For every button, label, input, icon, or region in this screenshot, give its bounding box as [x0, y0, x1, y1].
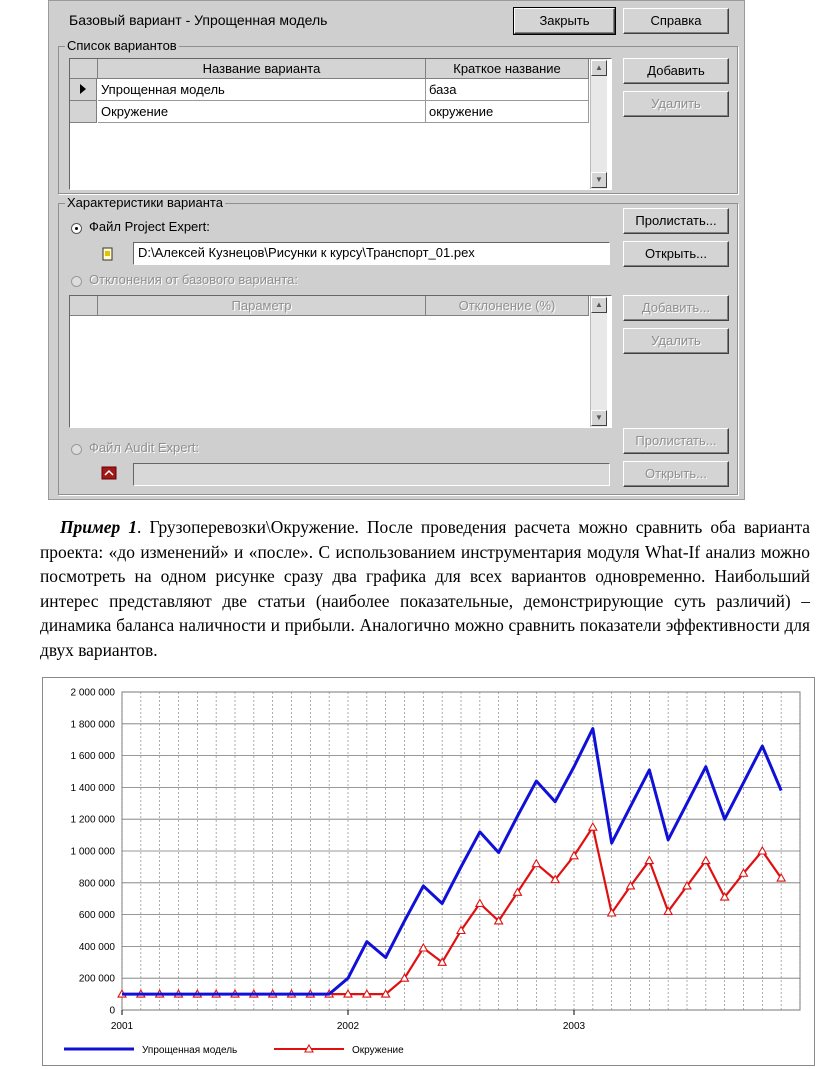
help-button[interactable]: Справка: [623, 8, 729, 34]
browse-project-button[interactable]: Пролистать...: [623, 208, 729, 234]
example-paragraph: [40, 515, 810, 662]
current-row-arrow-icon: [80, 84, 86, 94]
col-header-name[interactable]: Название варианта: [98, 59, 426, 79]
variants-grid: [69, 58, 612, 190]
balance-line-chart: [42, 677, 816, 1067]
col-header-short[interactable]: Краткое название: [426, 59, 589, 79]
col-header-deviation: Отклонение (%): [426, 296, 589, 316]
radio-deviation-label[interactable]: Отклонения от базового варианта:: [89, 272, 298, 287]
example-text: . Грузоперевозки\Окружение. После проведения расчета можно сравнить оба варианта проекта: «до изменений» и «после». С использованием инструментария модуля What-If анализ можно посмотреть на одном рисунке сразу два графика для всех вариантов одновременно. Наибольший интерес представляют две статьи (наиболее показательные, демонстрирующие суть различий) – динамика баланса наличности и прибыли. Аналогично можно сравнить показатели эффективности для двух вариантов.: [40, 517, 811, 660]
y-tick-label: 1 800 000: [70, 719, 115, 731]
open-project-button[interactable]: Открыть...: [623, 241, 729, 267]
radio-deviation[interactable]: [71, 276, 82, 287]
legend-label-1: Упрощенная модель: [142, 1045, 238, 1056]
open-audit-button[interactable]: Открыть...: [623, 461, 729, 487]
delete-variant-button[interactable]: Удалить: [623, 91, 729, 117]
variants-group-label: Список вариантов: [67, 38, 177, 53]
x-tick-label: 2003: [562, 1021, 586, 1032]
scroll-up-icon[interactable]: ▲: [591, 60, 607, 76]
legend-label-2: Окружение: [352, 1045, 404, 1056]
characteristics-group-label: Характеристики варианта: [67, 195, 223, 210]
y-tick-label: 1 400 000: [70, 782, 115, 794]
project-path-field[interactable]: D:\Алексей Кузнецов\Рисунки к курсу\Транспорт_01.pex: [133, 242, 610, 265]
deviation-grid: [69, 295, 612, 428]
dialog-title: Базовый вариант - Упрощенная модель: [69, 12, 328, 28]
x-tick-label: 2002: [336, 1021, 360, 1032]
deviation-scrollbar[interactable]: [590, 296, 607, 427]
radio-project-expert[interactable]: [71, 223, 82, 234]
row-selector[interactable]: [70, 79, 97, 101]
delete-deviation-button[interactable]: Удалить: [623, 328, 729, 354]
close-button[interactable]: Закрыть: [514, 8, 615, 34]
browse-audit-button[interactable]: Пролистать...: [623, 428, 729, 454]
col-header-param: Параметр: [98, 296, 426, 316]
y-tick-label: 200 000: [78, 973, 115, 985]
audit-file-icon: [101, 466, 117, 480]
variant-row-2-name[interactable]: Окружение: [98, 101, 426, 123]
y-tick-label: 1 200 000: [70, 814, 115, 826]
y-tick-label: 400 000: [78, 941, 115, 953]
x-tick-label: 2001: [110, 1021, 134, 1032]
scroll-down-icon[interactable]: ▼: [591, 410, 607, 426]
audit-path-field[interactable]: [133, 463, 610, 486]
scroll-down-icon[interactable]: ▼: [591, 172, 607, 188]
variant-row-1-short[interactable]: база: [426, 79, 589, 101]
y-tick-label: 600 000: [78, 910, 115, 922]
grid-corner: [70, 296, 98, 316]
y-tick-label: 0: [109, 1005, 115, 1017]
variant-dialog: [48, 0, 745, 500]
row-selector[interactable]: [70, 101, 97, 123]
project-file-icon: [101, 247, 115, 261]
add-variant-button[interactable]: Добавить: [623, 58, 729, 84]
variant-row-1-name[interactable]: Упрощенная модель: [98, 79, 426, 101]
variants-scrollbar[interactable]: [590, 59, 607, 189]
radio-audit-expert[interactable]: [71, 444, 82, 455]
radio-project-expert-label[interactable]: Файл Project Expert:: [89, 219, 210, 234]
scroll-up-icon[interactable]: ▲: [591, 297, 607, 313]
grid-corner: [70, 59, 98, 79]
example-lead: Пример 1: [60, 517, 138, 537]
radio-audit-expert-label[interactable]: Файл Audit Expert:: [89, 440, 199, 455]
y-tick-label: 1 000 000: [70, 846, 115, 858]
add-deviation-button[interactable]: Добавить...: [623, 295, 729, 321]
chart-grid: [122, 692, 800, 1010]
y-tick-label: 800 000: [78, 878, 115, 890]
y-tick-label: 2 000 000: [70, 687, 115, 699]
y-tick-label: 1 600 000: [70, 751, 115, 763]
variant-row-2-short[interactable]: окружение: [426, 101, 589, 123]
